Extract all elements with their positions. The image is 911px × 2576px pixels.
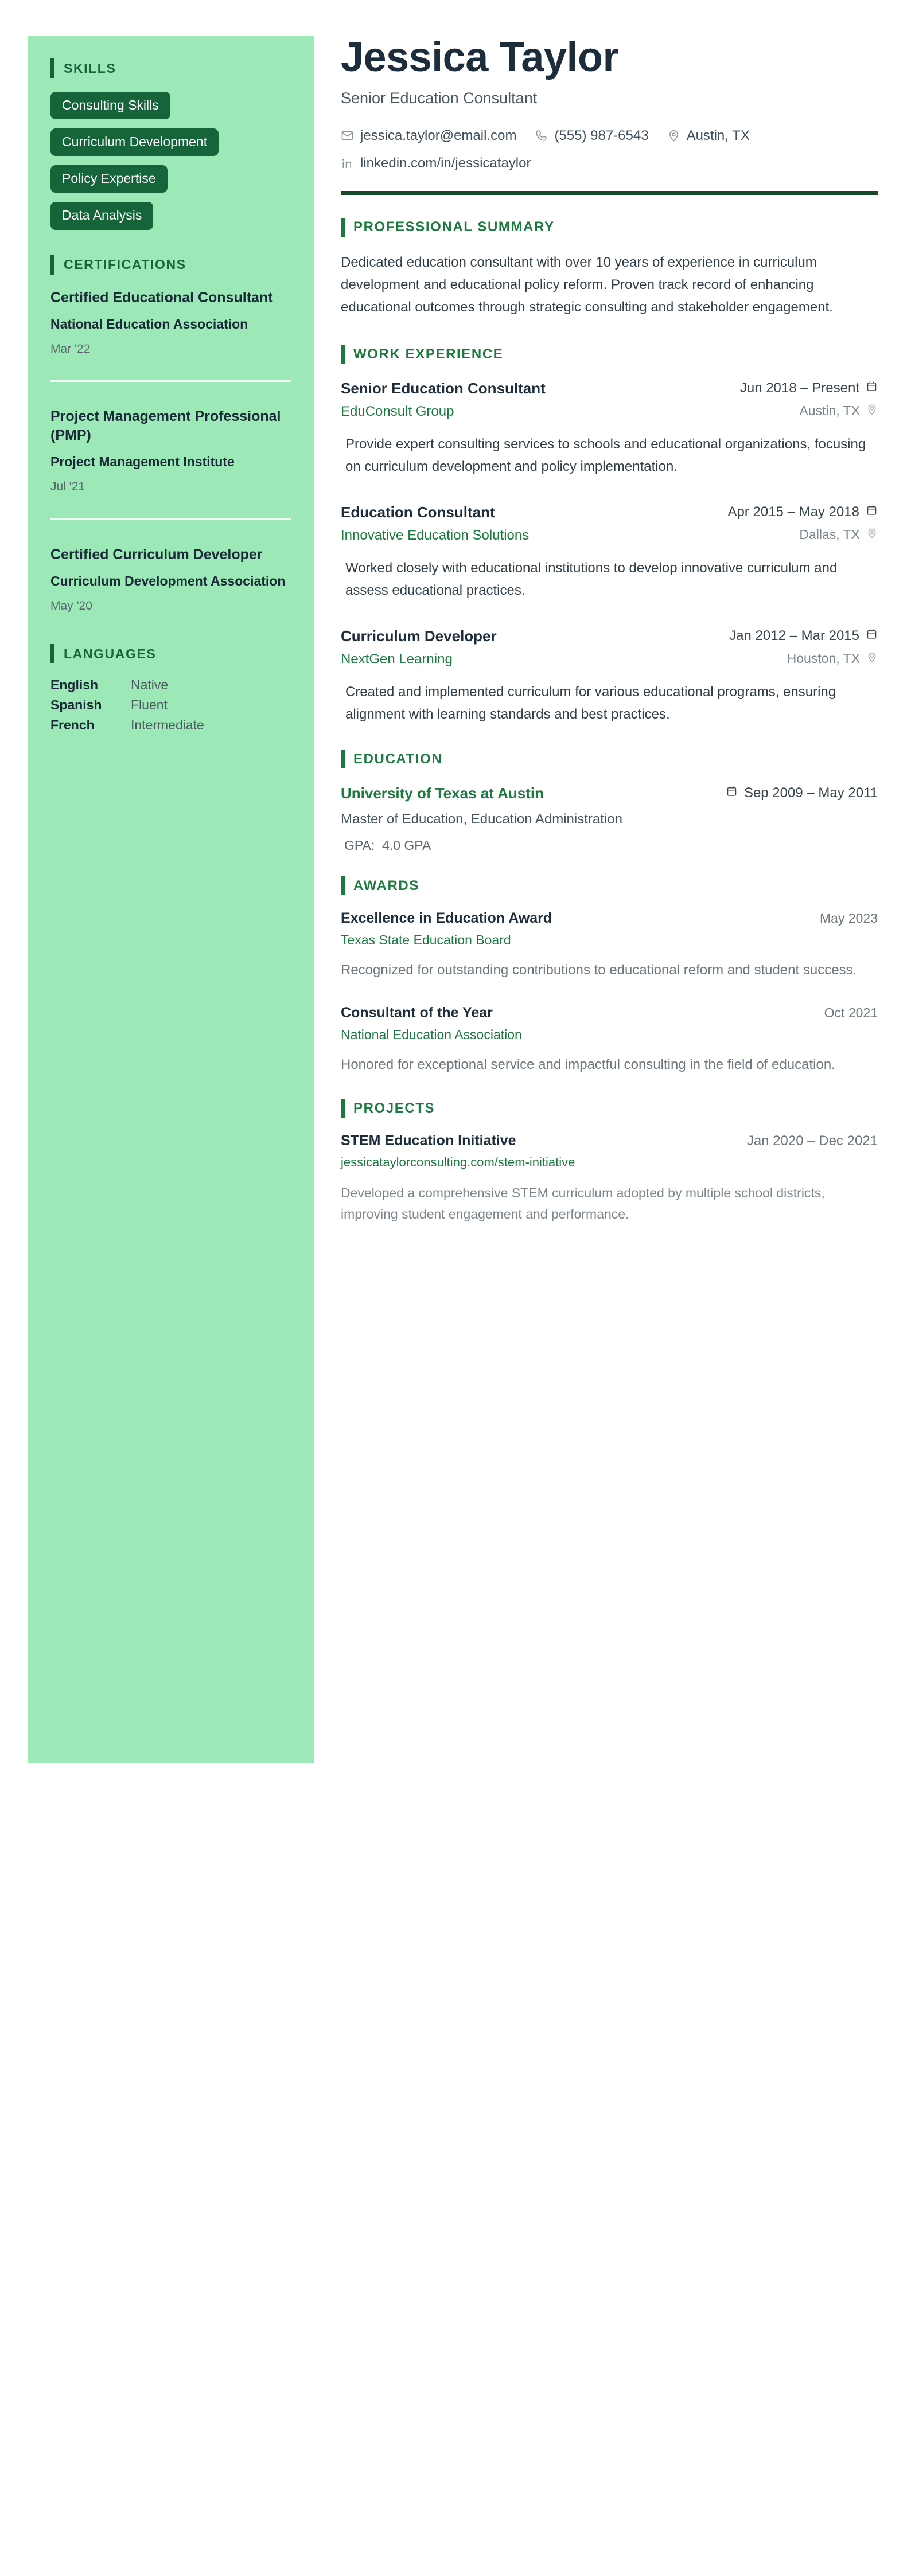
contact-location-value: Austin, TX — [686, 127, 750, 143]
skill-pill[interactable]: Data Analysis — [50, 202, 153, 229]
certification-date: May '20 — [50, 599, 92, 613]
experience-dates-value: Jan 2012 – Mar 2015 — [729, 627, 859, 643]
project-url[interactable]: jessicataylorconsulting.com/stem-initiative — [341, 1155, 575, 1170]
experience-header-row — [341, 502, 878, 522]
experience-description: Created and implemented curriculum for various educational programs, ensuring alignment with learning standards and best practices. — [345, 684, 836, 722]
calendar-icon — [866, 380, 878, 396]
experience-title: Education Consultant — [341, 504, 495, 521]
experience-header-row — [341, 378, 878, 399]
experience-subheader-row — [341, 526, 878, 545]
education-school: University of Texas at Austin — [341, 784, 544, 802]
certification-issuer: Curriculum Development Association — [50, 573, 286, 588]
certification-issuer: National Education Association — [50, 316, 248, 331]
job-title-subtitle: Senior Education Consultant — [341, 89, 538, 107]
certification-name: Project Management Professional (PMP) — [50, 408, 281, 444]
envelope-icon — [341, 129, 354, 142]
sidebar — [28, 36, 314, 1763]
skill-pill[interactable]: Consulting Skills — [50, 92, 170, 119]
certification-divider — [50, 518, 291, 520]
main-content — [314, 36, 878, 1236]
heading-accent-bar — [50, 644, 54, 663]
experience-dates — [740, 378, 878, 396]
education-dates — [726, 783, 878, 801]
certification-divider — [50, 380, 291, 382]
education-dates-value: Sep 2009 – May 2011 — [743, 785, 878, 801]
experience-subheader-row — [341, 402, 878, 421]
experience-heading-label: WORK EXPERIENCE — [353, 346, 504, 362]
heading-accent-bar — [341, 876, 345, 895]
heading-accent-bar — [341, 1099, 345, 1118]
award-date: Oct 2021 — [824, 1005, 878, 1020]
award-item — [341, 1005, 878, 1076]
summary-text: Dedicated education consultant with over 10 years of experience in curriculum development and educational policy reform. Proven track record of enhancing educational outcomes through strategic consulting and stakeholder engagement. — [341, 254, 833, 315]
certification-date: Jul '21 — [50, 480, 85, 494]
project-dates: Jan 2020 – Dec 2021 — [746, 1133, 878, 1149]
contact-linkedin-value: linkedin.com/in/jessicataylor — [360, 155, 531, 171]
experience-title: Senior Education Consultant — [341, 380, 546, 397]
map-pin-icon — [866, 527, 878, 542]
experience-location-value: Houston, TX — [787, 650, 860, 666]
award-name: Consultant of the Year — [341, 1004, 493, 1021]
experience-item — [341, 378, 878, 478]
experience-header-row — [341, 626, 878, 646]
certification-item — [50, 407, 291, 494]
contact-phone-value: (555) 987-6543 — [554, 127, 649, 143]
education-gpa — [341, 838, 878, 853]
map-pin-icon — [866, 403, 878, 419]
experience-description: Provide expert consulting services to schools and educational organizations, focusing on curriculum development and policy implementation. — [345, 436, 866, 475]
experience-dates-value: Jun 2018 – Present — [739, 380, 859, 396]
experience-location — [799, 402, 878, 419]
language-level: Fluent — [131, 697, 168, 713]
contact-row-primary — [341, 128, 878, 144]
language-name: Spanish — [50, 697, 102, 713]
experience-description: Worked closely with educational institutions to develop innovative curriculum and assess educational practices. — [345, 560, 838, 598]
experience-dates — [729, 626, 878, 644]
experience-location-value: Dallas, TX — [799, 526, 860, 542]
languages-section — [50, 644, 291, 733]
experience-company: NextGen Learning — [341, 651, 453, 667]
award-issuer: Texas State Education Board — [341, 932, 511, 948]
sidebar-section-heading-skills — [50, 58, 291, 78]
skill-pill[interactable]: Policy Expertise — [50, 165, 168, 193]
education-item — [341, 783, 878, 853]
experience-company: EduConsult Group — [341, 404, 454, 420]
map-pin-icon — [866, 651, 878, 666]
contact-email[interactable] — [341, 128, 516, 144]
calendar-icon — [866, 504, 878, 520]
contact-email-value: jessica.taylor@email.com — [360, 127, 517, 143]
language-name: French — [50, 717, 95, 733]
heading-accent-bar — [50, 58, 54, 78]
projects-heading-label: PROJECTS — [353, 1100, 435, 1116]
heading-accent-bar — [341, 750, 345, 768]
header-divider — [341, 191, 878, 195]
experience-location — [787, 650, 878, 666]
award-description: Honored for exceptional service and impactful consulting in the field of education. — [341, 1056, 835, 1072]
skills-heading-label: SKILLS — [64, 60, 116, 76]
project-item — [341, 1133, 878, 1225]
education-heading-label: EDUCATION — [353, 751, 443, 767]
education-degree: Master of Education, Education Administration — [341, 811, 622, 828]
section-heading-professional-summary — [341, 218, 878, 237]
contact-location — [667, 128, 750, 144]
project-description: Developed a comprehensive STEM curriculum adopted by multiple school districts, improving student engagement and performance. — [341, 1185, 825, 1221]
summary-heading-label: PROFESSIONAL SUMMARY — [353, 219, 555, 235]
experience-location-value: Austin, TX — [799, 403, 860, 419]
linkedin-icon — [341, 157, 354, 170]
awards-heading-label: AWARDS — [353, 877, 419, 893]
experience-item — [341, 502, 878, 602]
section-heading-awards — [341, 876, 878, 895]
experience-item — [341, 626, 878, 726]
education-gpa-value: 4.0 GPA — [382, 838, 431, 853]
calendar-icon — [866, 628, 878, 644]
section-heading-education — [341, 750, 878, 768]
experience-subheader-row — [341, 650, 878, 669]
award-name: Excellence in Education Award — [341, 910, 552, 927]
language-level: Intermediate — [131, 717, 204, 733]
map-pin-icon — [667, 129, 680, 142]
skill-pill[interactable]: Curriculum Development — [50, 128, 219, 156]
award-header-row — [341, 910, 878, 927]
contact-linkedin[interactable] — [341, 155, 531, 171]
language-row — [50, 717, 291, 733]
award-issuer: National Education Association — [341, 1027, 522, 1042]
experience-dates-value: Apr 2015 – May 2018 — [727, 504, 859, 520]
contact-row-secondary — [341, 155, 878, 171]
certification-issuer: Project Management Institute — [50, 454, 235, 470]
section-heading-projects — [341, 1099, 878, 1118]
sidebar-section-heading-certifications — [50, 255, 291, 275]
certification-name: Certified Educational Consultant — [50, 289, 273, 306]
heading-accent-bar — [341, 218, 345, 237]
experience-dates — [728, 502, 878, 520]
experience-company: Innovative Education Solutions — [341, 527, 530, 543]
language-row — [50, 697, 291, 713]
award-header-row — [341, 1005, 878, 1021]
sidebar-section-heading-languages — [50, 644, 291, 663]
experience-title: Curriculum Developer — [341, 627, 497, 645]
calendar-icon — [726, 785, 738, 801]
language-row — [50, 677, 291, 693]
contact-phone[interactable] — [535, 128, 648, 144]
experience-location — [799, 526, 878, 542]
page-title: Jessica Taylor — [341, 34, 618, 80]
language-level: Native — [131, 677, 169, 693]
award-description: Recognized for outstanding contributions to educational reform and student success. — [341, 962, 857, 978]
education-gpa-label: GPA: — [344, 838, 375, 853]
certification-name: Certified Curriculum Developer — [50, 546, 263, 563]
project-name: STEM Education Initiative — [341, 1133, 516, 1149]
certification-item — [50, 288, 291, 357]
award-date: May 2023 — [819, 911, 878, 926]
education-header-row — [341, 783, 878, 803]
certification-item — [50, 545, 291, 614]
skills-list — [50, 92, 291, 230]
certification-date: Mar '22 — [50, 342, 91, 356]
heading-accent-bar — [50, 255, 54, 275]
project-header-row — [341, 1133, 878, 1149]
award-item — [341, 910, 878, 981]
languages-heading-label: LANGUAGES — [64, 646, 157, 661]
section-heading-work-experience — [341, 345, 878, 364]
heading-accent-bar — [341, 345, 345, 364]
certifications-heading-label: CERTIFICATIONS — [64, 257, 186, 272]
language-name: English — [50, 677, 99, 693]
phone-icon — [535, 129, 548, 142]
